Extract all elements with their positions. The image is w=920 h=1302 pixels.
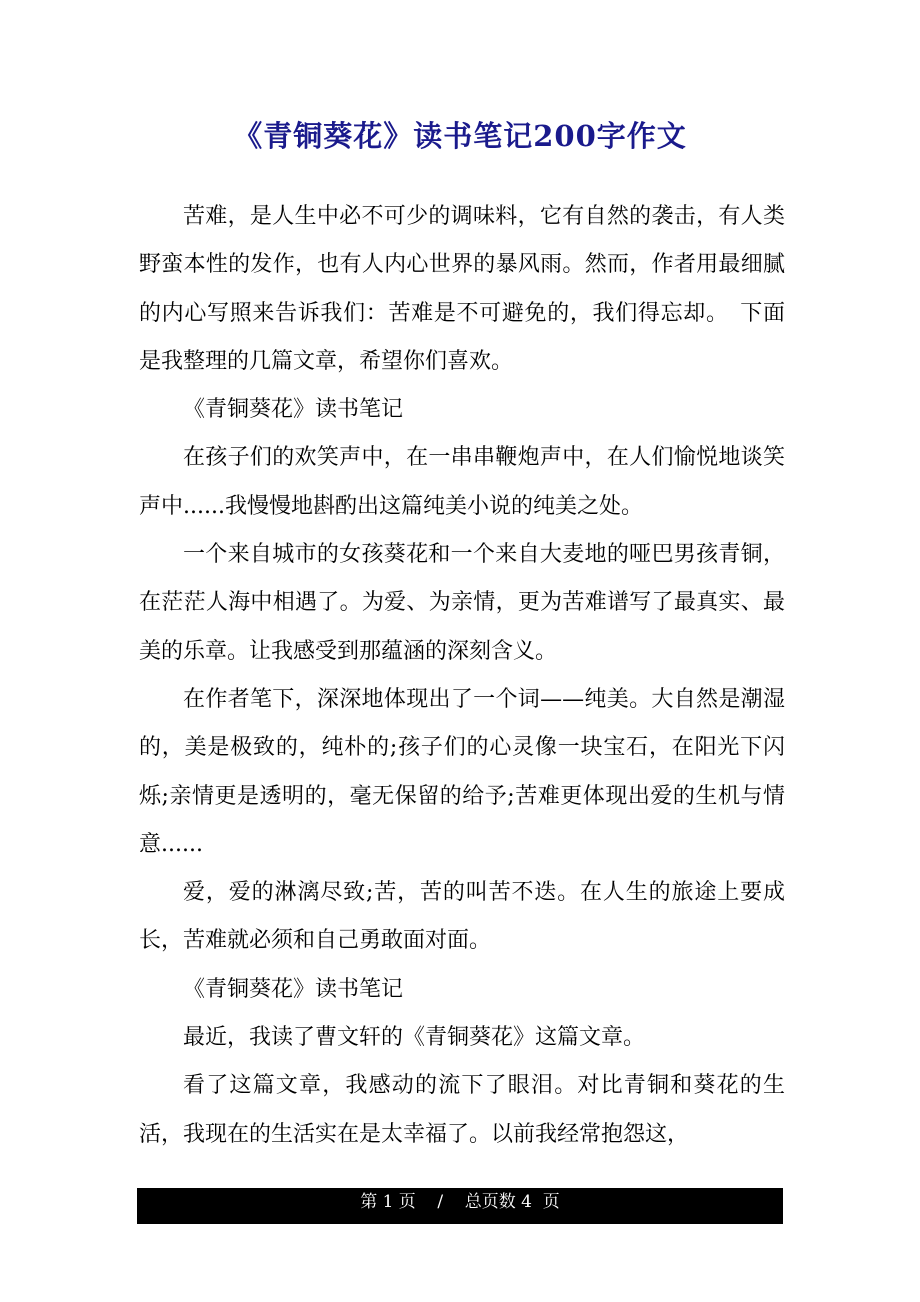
- paragraph: 爱，爱的淋漓尽致;苦，苦的叫苦不迭。在人生的旅途上要成长，苦难就必须和自己勇敢面对面。: [139, 880, 785, 954]
- paragraph: 在孩子们的欢笑声中，在一串串鞭炮声中，在人们愉悦地谈笑声中......我慢慢地斟酌出这篇纯美小说的纯美之处。: [139, 445, 785, 519]
- section-heading: 《青铜葵花》读书笔记: [183, 397, 404, 423]
- paragraph: 一个来自城市的女孩葵花和一个来自大麦地的哑巴男孩青铜，在茫茫人海中相遇了。为爱、为亲情，更为苦难谱写了最真实、最美的乐章。让我感受到那蕴涵的深刻含义。: [139, 542, 785, 664]
- paragraph: 苦难，是人生中必不可少的调味料，它有自然的袭击，有人类野蛮本性的发作，也有人内心世界的暴风雨。然而，作者用最细腻的内心写照来告诉我们：苦难是不可避免的，我们得忘却。 下面是我整理的几篇文章，希望你们喜欢。: [139, 204, 785, 374]
- document-title: 《青铜葵花》读书笔记200字作文: [233, 119, 687, 153]
- page-footer: 第 1 页 / 总页数 4 页: [137, 1188, 783, 1224]
- paragraph: 在作者笔下，深深地体现出了一个词——纯美。大自然是潮湿的，美是极致的，纯朴的;孩子们的心灵像一块宝石，在阳光下闪烁;亲情更是透明的，毫无保留的给予;苦难更体现出爱的生机与情意......: [139, 686, 785, 857]
- paragraph: 看了这篇文章，我感动的流下了眼泪。对比青铜和葵花的生活，我现在的生活实在是太幸福了。以前我经常抱怨这，: [139, 1073, 785, 1147]
- document-body: [139, 193, 785, 1159]
- paragraph: 最近，我读了曹文轩的《青铜葵花》这篇文章。: [183, 1025, 646, 1051]
- section-heading: 《青铜葵花》读书笔记: [183, 976, 404, 1002]
